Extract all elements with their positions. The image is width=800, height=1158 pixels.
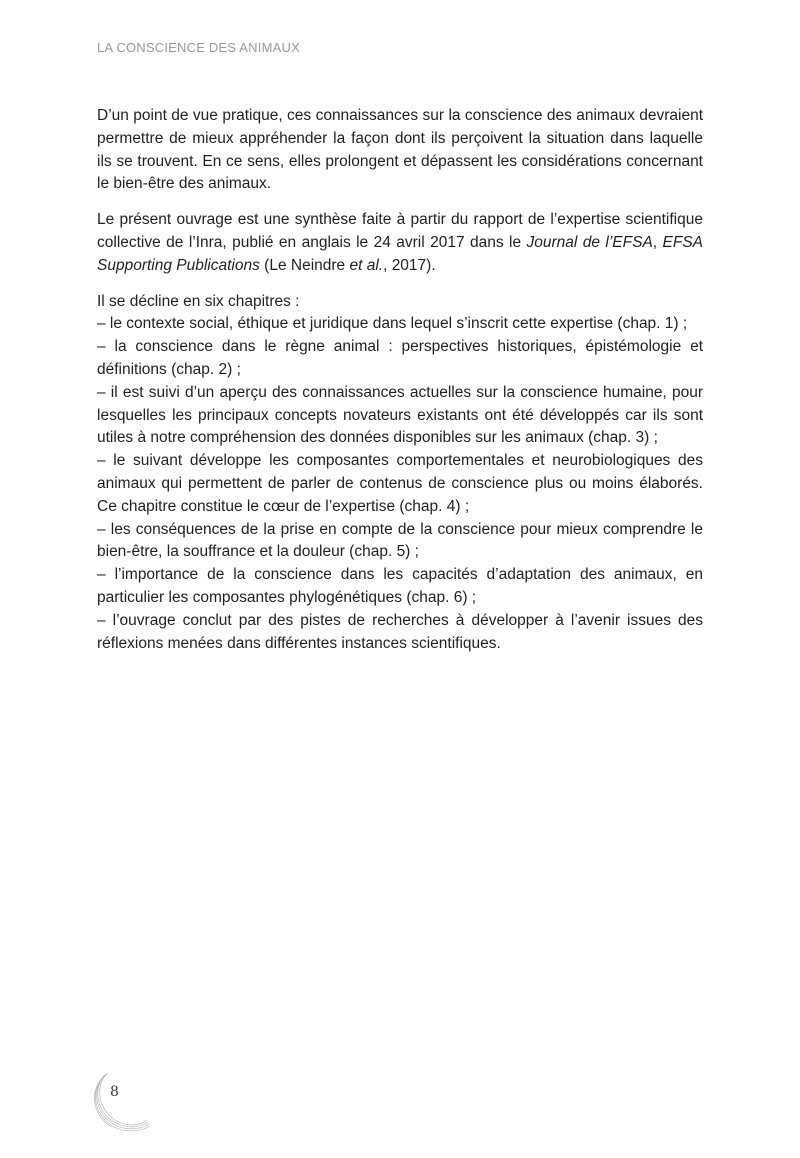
citation-et-al: et al. bbox=[349, 256, 384, 274]
chapter-list-intro: Il se décline en six chapitres : bbox=[97, 292, 300, 310]
chapter-item: – l’importance de la conscience dans les capacités d’adaptation des animaux, en particulier les composantes phylogénétiques (chap. 6) ; bbox=[97, 566, 703, 606]
chapter-list bbox=[97, 313, 703, 655]
chapter-item: – la conscience dans le règne animal : perspectives historiques, épistémologie et définitions (chap. 2) ; bbox=[97, 338, 703, 378]
page-body bbox=[97, 105, 703, 655]
page-number: 8 bbox=[110, 1084, 119, 1100]
paragraph-source bbox=[97, 209, 703, 277]
swirl-ornament-icon bbox=[88, 1070, 152, 1132]
chapter-item: – il est suivi d’un aperçu des connaissances actuelles sur la conscience humaine, pour lesquelles les principaux concepts novateurs existants ont été développés car ils sont utiles à notre compréhension des données disponibles sur les animaux (chap. 3) ; bbox=[97, 383, 703, 447]
paragraph-intro: D’un point de vue pratique, ces connaissances sur la conscience des animaux devraient permettre de mieux appréhender la façon dont ils perçoivent la situation dans laquelle ils se trouvent. En ce sens, elles prolongent et dépassent les considérations concernant le bien-être des animaux. bbox=[97, 107, 703, 193]
citation-open: (Le Neindre bbox=[259, 256, 350, 274]
chapter-item: – le contexte social, éthique et juridique dans lequel s’inscrit cette expertise (chap. 1) ; bbox=[97, 315, 688, 333]
citation-close: , 2017). bbox=[383, 256, 436, 274]
running-header: LA CONSCIENCE DES ANIMAUX bbox=[97, 40, 300, 55]
chapter-item: – le suivant développe les composantes comportementales et neurobiologiques des animaux qui permettent de parler de contenus de conscience plus ou moins élaborés. Ce chapitre constitue le cœur de l’expertise (chap. 4) ; bbox=[97, 452, 703, 515]
source-separator: , bbox=[652, 233, 663, 251]
publication-title: EFSA Supporting Publications bbox=[97, 233, 703, 274]
chapter-item: – l’ouvrage conclut par des pistes de recherches à développer à l’avenir issues des réflexions menées dans différentes instances scientifiques. bbox=[97, 611, 703, 652]
chapter-item: – les conséquences de la prise en compte de la conscience pour mieux comprendre le bien-être, la souffrance et la douleur (chap. 5) ; bbox=[97, 520, 703, 561]
source-text: Le présent ouvrage est une synthèse faite à partir du rapport de l’expertise scientifique collective de l’Inra, publié en anglais le 24 avril 2017 dans le bbox=[97, 211, 703, 251]
journal-title: Journal de l’EFSA bbox=[526, 233, 653, 251]
